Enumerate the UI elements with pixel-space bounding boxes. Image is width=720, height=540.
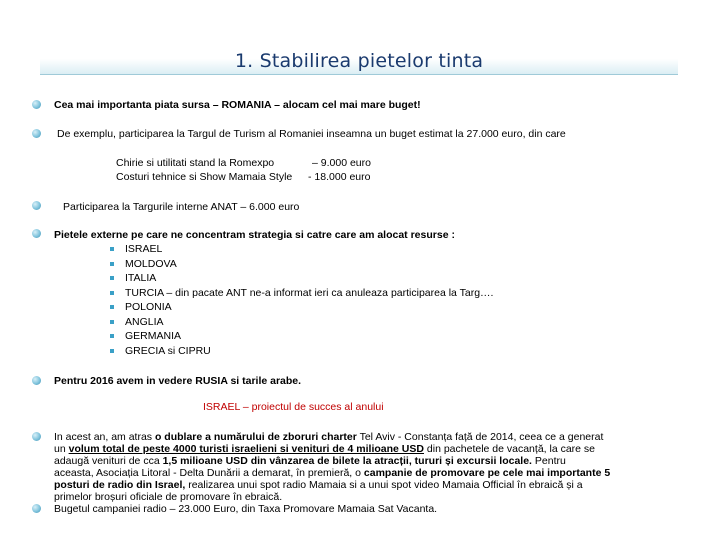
square-bullet-icon [110,262,114,266]
square-bullet-icon [110,334,114,338]
square-bullet-icon [110,291,114,295]
square-bullet-icon [110,247,114,251]
paragraph-budget-example: De exemplu, participarea la Targul de Turism al Romaniei inseamna un buget estimat la 27.000 euro, din care [57,128,566,140]
israel-paragraph-line: posturi de radio din Israel, realizarea unui spot radio Mamaia si a unui spot video Mamaia Official în ebraică și a [54,479,583,491]
bullet-icon [32,229,41,238]
israel-paragraph-line: primelor broșuri oficiale de promovare în ebraică. [54,491,283,503]
market-item: POLONIA [125,301,172,313]
cost-label-technical: Costuri tehnice si Show Mamaia Style [116,171,293,183]
bullet-icon [32,432,41,441]
israel-paragraph-line: aceasta, Asociația Litoral - Delta Dunării a demarat, în premieră, o campanie de promovare pe cele mai importante 5 [54,467,611,479]
paragraph-main-market: Cea mai importanta piata sursa – ROMANIA – alocam cel mai mare buget! [54,99,421,111]
market-item: ITALIA [125,272,157,284]
square-bullet-icon [110,276,114,280]
square-bullet-icon [110,320,114,324]
market-item: GERMANIA [125,330,182,342]
bullet-icon [32,376,41,385]
bullet-icon [32,504,41,513]
israel-paragraph-line: un volum total de peste 4000 turisti israelieni si venituri de 4 milioane USD din pachetele de vacanță, la care se [54,443,596,455]
cost-value-rent: – 9.000 euro [312,157,371,169]
bullet-icon [32,100,41,109]
market-item: GRECIA si CIPRU [125,345,211,357]
israel-paragraph-line: adaugă venituri de cca 1,5 milioane USD din vânzarea de bilete la atracții, tururi și excursii locale. Pentru [54,455,566,467]
paragraph-anat: Participarea la Targurile interne ANAT – 6.000 euro [63,201,300,213]
paragraph-external-markets: Pietele externe pe care ne concentram strategia si catre care am alocat resurse : [54,229,455,241]
market-item: MOLDOVA [125,258,177,270]
square-bullet-icon [110,349,114,353]
bullet-icon [32,201,41,210]
paragraph-2016-plans: Pentru 2016 avem in vedere RUSIA si tarile arabe. [54,375,302,387]
square-bullet-icon [110,305,114,309]
israel-paragraph-line: In acest an, am atras o dublare a numărului de zboruri charter Tel Aviv - Constanța față de 2014, ceea ce a generat [54,431,604,443]
slide-title: 1. Stabilirea pietelor tinta [234,50,484,72]
market-item: ANGLIA [125,316,164,328]
market-item: ISRAEL [125,243,163,255]
paragraph-radio-budget: Bugetul campaniei radio – 23.000 Euro, din Taxa Promovare Mamaia Sat Vacanta. [54,503,438,515]
cost-value-technical: - 18.000 euro [308,171,371,183]
cost-label-rent: Chirie si utilitati stand la Romexpo [116,157,275,169]
market-item: TURCIA – din pacate ANT ne-a informat ieri ca anuleaza participarea la Targ…. [125,287,494,299]
title-bar [40,40,678,75]
israel-heading: ISRAEL – proiectul de succes al anului [203,401,384,413]
bullet-icon [32,129,41,138]
